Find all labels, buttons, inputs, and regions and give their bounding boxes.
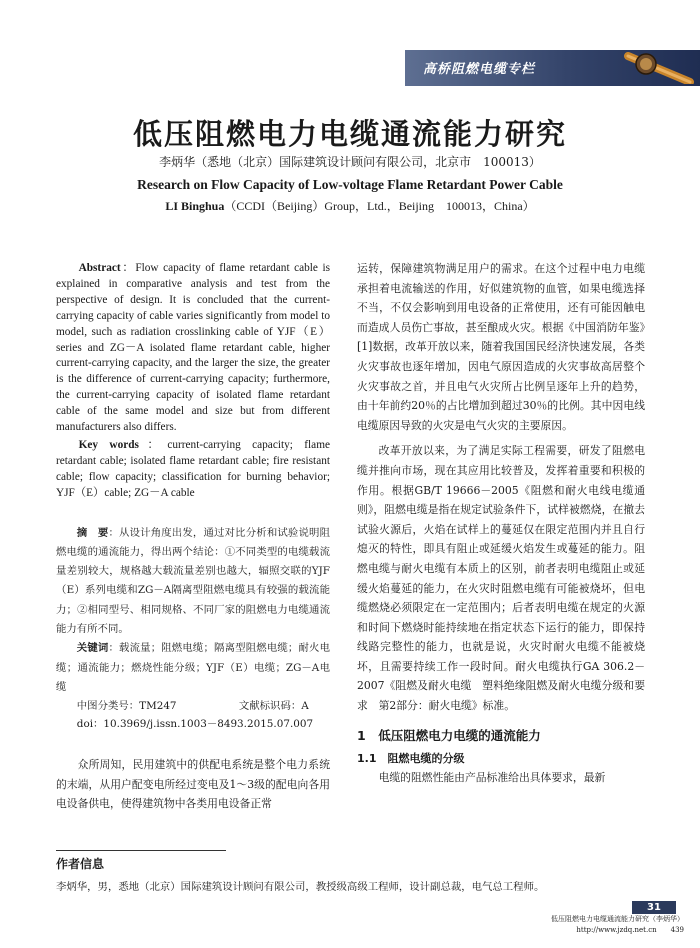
author-info-text: 李炳华，男，悉地（北京）国际建筑设计顾问有限公司，教授级高级工程师，设计副总裁，电气总工程师。 [56, 881, 545, 893]
abstract-en [56, 261, 330, 436]
keywords-en-label: Key words [78, 438, 139, 451]
cable-icon [624, 52, 694, 84]
keywords-cn-label: 关键词 [76, 642, 109, 655]
abstract-cn [56, 524, 330, 640]
right-column [357, 259, 645, 787]
author-info-heading: 作者信息 [56, 850, 226, 872]
abstract-cn-text: ：从设计角度出发，通过对比分析和试验说明阻燃电缆的通流能力，得出两个结论：①不同类型的电缆载流量差别较大，规格越大载流量差别也越大，辐照交联的YJF（E）系列电缆和ZG－A隔离型阻燃电缆具有较强的载流能力；②相同型号、相同规格、不同厂家的阻燃电力电缆通流能力有所不同。 [56, 526, 330, 636]
abstract-cn-label: 摘 要 [76, 526, 109, 539]
article-title-cn: 低压阻燃电力电缆通流能力研究 [132, 117, 567, 151]
left-column [56, 261, 330, 814]
keywords-en [56, 438, 330, 502]
running-title: 低压阻燃电力电缆通流能力研究（李炳华） [551, 915, 684, 923]
column-banner-text: 高桥阻燃电缆专栏 [423, 62, 536, 77]
author-line-cn: 李炳华（悉地（北京）国际建筑设计顾问有限公司，北京市 100013） [159, 155, 541, 169]
keywords-en-text: ：current-carrying capacity; flame retardant cable; isolated flame retardant cable; fire resistant cable; flow capacity; classification for burning behavior; YJF（E）cable; ZG－A cable [56, 438, 330, 499]
body-paragraph-3: 电缆的阻燃性能由产品标准给出具体要求，最新 [378, 770, 606, 784]
keywords-cn [56, 639, 330, 697]
doi-line: doi：10.3969/j.issn.1003－8493.2015.07.007 [76, 718, 314, 731]
body-paragraph-1: 运转，保障建筑物满足用户的需求。在这个过程中电力电缆承担着电流输送的作用，好似建筑物的血管，如果电缆选择不当，不仅会影响到用电设备的正常使用，还有可能因触电而造成人员伤亡事故，甚至酿成火灾。根据《中国消防年鉴》[1]数据，改革开放以来，随着我国国民经济快速发展，各类火灾事故也逐年增加，因电气原因造成的火灾事故高居整个火灾事故之首，并且电气火灾所占比例呈逐年上升的趋势，由十年前约20％的占比增加到超过30％的比例。其中因电线电缆原因导致的火灾是电气火灾的主要原因。 [357, 262, 645, 432]
author-affiliation-en: （CCDI（Beijing）Group，Ltd.，Beijing 100013，China） [224, 199, 535, 213]
author-info-block [56, 850, 646, 893]
article-title-en: Research on Flow Capacity of Low-voltage Flame Retardant Power Cable [137, 177, 563, 192]
abstract-en-text: ：Flow capacity of flame retardant cable is explained in comparative analysis and test from the perspective of design. It is concluded that the current-carrying capacity of cable varies significantly from model to model, such as radiation crosslinking cable of YJF（E）series and ZG－A isolated flame retardant cable, higher current-carrying capacity, and the larger the size, the greater is the difference of current-carrying capacity; furthermore, the current-carrying capacity of isolated flame retardant cable of the same model and size but from different manufacturers also differs. [56, 262, 330, 434]
abstract-en-label: Abstract [78, 262, 121, 274]
journal-url: http://www.jzdq.net.cn 439 [576, 926, 684, 934]
keywords-cn-text: ：载流量；阻燃电缆；隔离型阻燃电缆；耐火电缆；通流能力；燃烧性能分级；YJF（E）电缆；ZG－A电缆 [56, 642, 330, 693]
classification-line: 中图分类号：TM247 文献标识码：A [76, 700, 309, 713]
author-name-en: LI Binghua [165, 199, 225, 213]
page-number: 31 [632, 901, 676, 914]
section-heading-1-1: 1.1 阻燃电缆的分级 [357, 751, 465, 765]
section-heading-1: 1 低压阻燃电力电缆的通流能力 [357, 727, 541, 743]
author-line-en [0, 197, 700, 214]
body-paragraph-2: 改革开放以来，为了满足实际工程需要，研发了阻燃电缆并推向市场，现在其应用比较普及，发挥着重要和积极的作用。根据GB/T 19666－2005《阻燃和耐火电线电缆通则》，阻燃电缆是指在规定试验条件下，试样被燃烧，在撤去试验火源后，火焰在试样上的蔓延仅在限定范围内并且自行熄灭的特性，即具有阻止或延缓火焰发生或蔓延的能力。阻燃电缆与耐火电缆有本质上的区别，前者表明电缆阻止或延缓火焰蔓延的能力，在火灾时阻燃电缆有可能被烧坏，但电缆燃烧必须限定在一定范围内；后者表明电缆在规定的火源和时间下燃烧时能持续地在指定状态下运行的能力，即保持线路完整性的能力，也就是说，火灾时耐火电缆不能被烧坏，且需要持续工作一段时间。耐火电缆执行GA 306.2－2007《阻燃及耐火电缆 塑料绝缘阻燃及耐火电缆分级和要求 第2部分：耐火电缆》标准。 [357, 444, 645, 713]
column-banner [405, 50, 700, 86]
intro-paragraph: 众所周知，民用建筑中的供配电系统是整个电力系统的末端，从用户配变电所经过变电及1～3级的配电向各用电设备供电，使得建筑物中各类用电设备正常 [56, 758, 330, 811]
